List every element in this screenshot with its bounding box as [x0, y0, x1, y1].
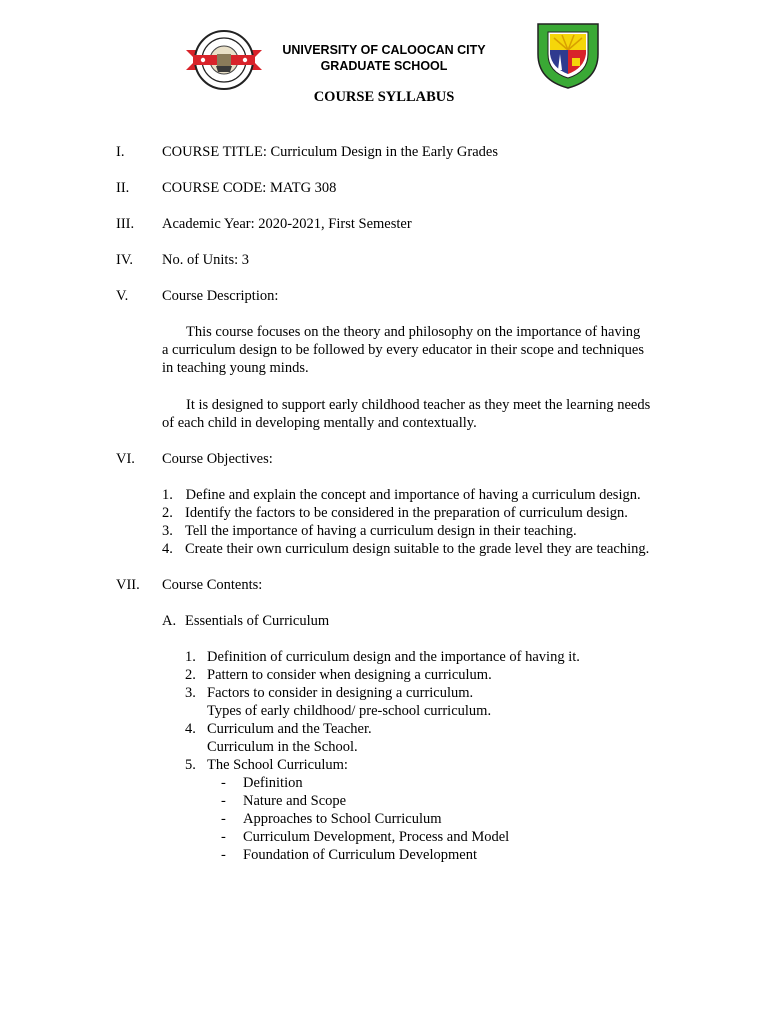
content-number: 3. — [185, 685, 196, 701]
objective-number: 1. — [162, 487, 173, 503]
sub-item-text: Foundation of Curriculum Development — [243, 847, 477, 863]
content-text: Types of early childhood/ pre-school curriculum. — [207, 703, 492, 719]
content-number: 5. — [185, 757, 196, 773]
objective-text: Create their own curriculum design suitable to the grade level they are teaching. — [185, 541, 650, 557]
university-name: UNIVERSITY OF CALOOCAN CITY — [282, 43, 486, 57]
section-number: IV. — [116, 252, 134, 268]
description-line: in teaching young minds. — [162, 360, 309, 376]
objective-text: Tell the importance of having a curriculum design in their teaching. — [185, 523, 577, 539]
sub-item-text: Approaches to School Curriculum — [243, 811, 442, 827]
sub-item-text: Curriculum Development, Process and Model — [243, 829, 510, 845]
course-description-heading: Course Description: — [162, 288, 279, 304]
objective-number: 3. — [162, 523, 173, 539]
academic-year: Academic Year: 2020-2021, First Semester — [162, 216, 412, 232]
description-line: of each child in developing mentally and contextually. — [162, 415, 477, 431]
course-code: COURSE CODE: MATG 308 — [162, 180, 337, 196]
content-number: 2. — [185, 667, 196, 683]
section-number: II. — [116, 180, 130, 196]
objective-text: Define and explain the concept and importance of having a curriculum design. — [182, 487, 641, 503]
content-number: 4. — [185, 721, 196, 737]
objective-number: 2. — [162, 505, 173, 521]
course-contents-heading: Course Contents: — [162, 577, 263, 593]
objective-number: 4. — [162, 541, 173, 557]
content-text: Curriculum and the Teacher. — [207, 721, 372, 737]
school-name: GRADUATE SCHOOL — [320, 59, 448, 73]
bullet-dash: - — [221, 775, 226, 791]
document-title: COURSE SYLLABUS — [313, 89, 455, 105]
section-number: VII. — [116, 577, 140, 593]
content-text: Definition of curriculum design and the importance of having it. — [207, 649, 580, 665]
content-text: The School Curriculum: — [207, 757, 348, 773]
course-title: COURSE TITLE: Curriculum Design in the Early Grades — [162, 144, 498, 160]
course-objectives-heading: Course Objectives: — [162, 451, 273, 467]
content-text: Factors to consider in designing a curriculum. — [207, 685, 474, 701]
bullet-dash: - — [221, 811, 226, 827]
part-title: Essentials of Curriculum — [185, 613, 330, 629]
content-text: Curriculum in the School. — [207, 739, 358, 755]
bullet-dash: - — [221, 793, 226, 809]
bullet-dash: - — [221, 829, 226, 845]
objective-text: Identify the factors to be considered in the preparation of curriculum design. — [185, 505, 628, 521]
section-number: III. — [116, 216, 135, 232]
section-number: VI. — [116, 451, 135, 467]
section-number: V. — [116, 288, 129, 304]
content-number: 1. — [185, 649, 196, 665]
description-line: This course focuses on the theory and philosophy on the importance of having — [186, 324, 641, 340]
units: No. of Units: 3 — [162, 252, 249, 268]
sub-item-text: Nature and Scope — [243, 793, 347, 809]
description-line: a curriculum design to be followed by every educator in their scope and techniques — [162, 342, 644, 358]
sub-item-text: Definition — [243, 775, 303, 791]
section-number: I. — [116, 144, 125, 160]
description-line: It is designed to support early childhood teacher as they meet the learning needs — [186, 397, 651, 413]
part-letter: A. — [162, 613, 177, 629]
content-text: Pattern to consider when designing a curriculum. — [207, 667, 492, 683]
bullet-dash: - — [221, 847, 226, 863]
